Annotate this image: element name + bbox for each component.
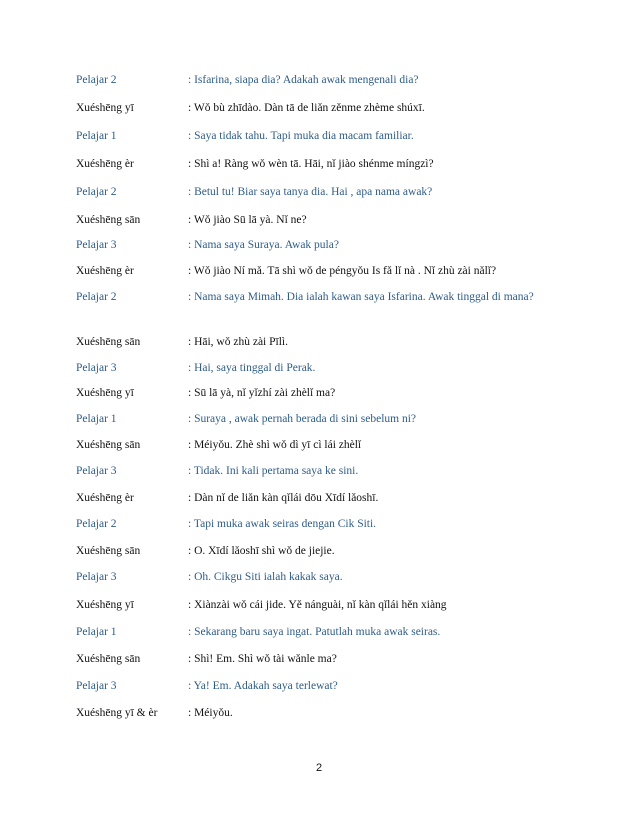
- speaker-label: Xuéshēng yī & èr: [76, 707, 158, 719]
- dialogue-line: : Oh. Cikgu Siti ialah kakak saya.: [188, 571, 343, 583]
- dialogue-line: : Tapi muka awak seiras dengan Cik Siti.: [188, 518, 377, 530]
- dialogue-line: : Tidak. Ini kali pertama saya ke sini.: [188, 465, 359, 477]
- speaker-label: Pelajar 3: [76, 571, 117, 583]
- dialogue-line: : Wǒ bù zhīdào. Dàn tā de liǎn zěnme zhème shúxī.: [188, 102, 425, 114]
- dialogue-line: : Nama saya Suraya. Awak pula?: [188, 239, 339, 251]
- speaker-label: Pelajar 3: [76, 239, 117, 251]
- speaker-label: Xuéshēng sān: [76, 336, 141, 348]
- dialogue-line: : Suraya , awak pernah berada di sini sebelum ni?: [188, 413, 417, 425]
- speaker-label: Pelajar 2: [76, 74, 117, 86]
- speaker-label: Pelajar 1: [76, 130, 117, 142]
- dialogue-line: : Hai, saya tinggal di Perak.: [188, 362, 316, 374]
- dialogue-line: : Hāi, wǒ zhù zài Pīlì.: [188, 336, 288, 348]
- speaker-label: Pelajar 2: [76, 186, 117, 198]
- dialogue-line: : Wǒ jiào Ní mǎ. Tā shì wǒ de péngyǒu Is fǎ lǐ nà . Nǐ zhù zài nǎlǐ?: [188, 265, 497, 277]
- dialogue-line: : Shì a! Ràng wǒ wèn tā. Hāi, nǐ jiào shénme míngzì?: [188, 158, 434, 170]
- page-number: 2: [315, 762, 323, 774]
- speaker-label: Pelajar 1: [76, 626, 117, 638]
- speaker-label: Xuéshēng yī: [76, 599, 134, 611]
- speaker-label: Pelajar 3: [76, 465, 117, 477]
- dialogue-line: : Wǒ jiào Sū lā yà. Nǐ ne?: [188, 214, 307, 226]
- speaker-label: Xuéshēng sān: [76, 214, 141, 226]
- dialogue-line: : O. Xīdí lǎoshī shì wǒ de jiejie.: [188, 545, 335, 557]
- speaker-label: Xuéshēng èr: [76, 492, 134, 504]
- speaker-label: Xuéshēng sān: [76, 439, 141, 451]
- speaker-label: Xuéshēng sān: [76, 653, 141, 665]
- speaker-label: Xuéshēng yī: [76, 387, 134, 399]
- dialogue-line: : Isfarina, siapa dia? Adakah awak mengenali dia?: [188, 74, 419, 86]
- speaker-label: Pelajar 2: [76, 291, 117, 303]
- dialogue-line: : Saya tidak tahu. Tapi muka dia macam familiar.: [188, 130, 414, 142]
- dialogue-line: : Shì! Em. Shì wǒ tài wǎnle ma?: [188, 653, 337, 665]
- speaker-label: Pelajar 3: [76, 362, 117, 374]
- speaker-label: Pelajar 3: [76, 680, 117, 692]
- speaker-label: Pelajar 2: [76, 518, 117, 530]
- dialogue-line: : Méiyǒu. Zhè shì wǒ dì yī cì lái zhèlǐ: [188, 439, 362, 451]
- dialogue-line: : Betul tu! Biar saya tanya dia. Hai , apa nama awak?: [188, 186, 433, 198]
- dialogue-line: : Ya! Em. Adakah saya terlewat?: [188, 680, 338, 692]
- dialogue-line: : Sū lā yà, nǐ yǐzhí zài zhèlǐ ma?: [188, 387, 336, 399]
- dialogue-line: : Xiànzài wǒ cái jide. Yě nánguài, nǐ kàn qǐlái hěn xiàng: [188, 599, 447, 611]
- dialogue-line: : Nama saya Mimah. Dia ialah kawan saya Isfarina. Awak tinggal di mana?: [188, 291, 534, 303]
- speaker-label: Xuéshēng yī: [76, 102, 134, 114]
- speaker-label: Xuéshēng sān: [76, 545, 141, 557]
- speaker-label: Xuéshēng èr: [76, 158, 134, 170]
- speaker-label: Xuéshēng èr: [76, 265, 134, 277]
- speaker-label: Pelajar 1: [76, 413, 117, 425]
- dialogue-line: : Sekarang baru saya ingat. Patutlah muka awak seiras.: [188, 626, 441, 638]
- dialogue-line: : Méiyǒu.: [188, 707, 233, 719]
- dialogue-line: : Dàn nǐ de liǎn kàn qǐlái dōu Xīdí lǎoshī.: [188, 492, 379, 504]
